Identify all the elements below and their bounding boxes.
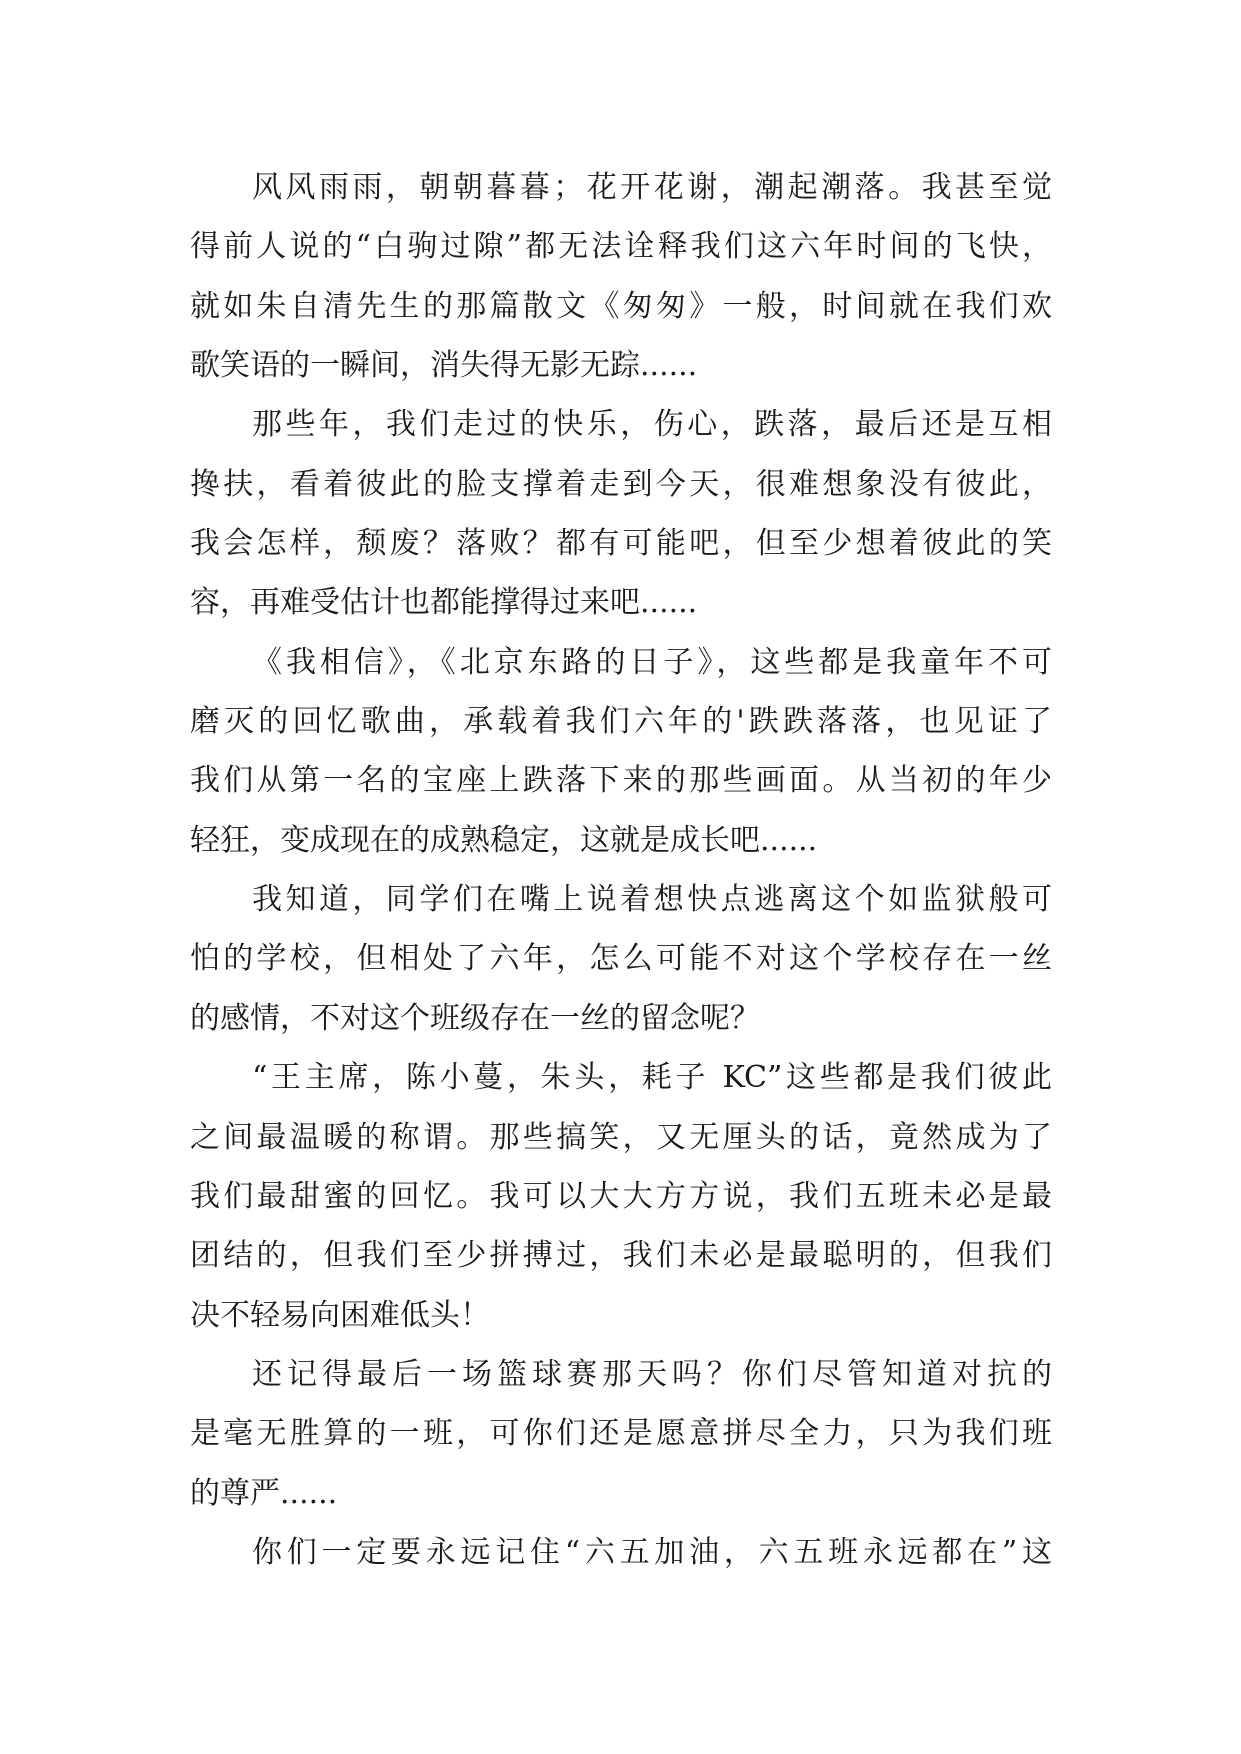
- text-line: 那些年，我们走过的快乐，伤心，跌落，最后还是互相: [252, 407, 1052, 443]
- text-line: 得前人说的“白驹过隙”都无法诠释我们这六年时间的飞快，: [190, 229, 1052, 265]
- text-line: “王主席，陈小蔓，朱头，耗子 KC”这些都是我们彼此: [252, 1060, 1052, 1096]
- text-line: 决不轻易向困难低头！: [190, 1297, 490, 1333]
- text-line: 团结的，但我们至少拼搏过，我们未必是最聪明的，但我们: [190, 1238, 1052, 1274]
- text-line: 还记得最后一场篮球赛那天吗？你们尽管知道对抗的: [252, 1356, 1052, 1392]
- essay-body: [190, 158, 1052, 1582]
- text-line: 之间最温暖的称谓。那些搞笑，又无厘头的话，竟然成为了: [190, 1119, 1052, 1155]
- text-line: 你们一定要永远记住“六五加油，六五班永远都在”这: [252, 1534, 1052, 1570]
- text-line: 是毫无胜算的一班，可你们还是愿意拼尽全力，只为我们班: [190, 1416, 1052, 1452]
- text-line: 我们最甜蜜的回忆。我可以大大方方说，我们五班未必是最: [190, 1178, 1052, 1214]
- text-line: 《我相信》，《北京东路的日子》，这些都是我童年不可: [252, 644, 1052, 680]
- text-line: 歌笑语的一瞬间，消失得无影无踪......: [190, 348, 698, 384]
- text-line: 我们从第一名的宝座上跌落下来的那些画面。从当初的年少: [190, 763, 1052, 799]
- text-line: 的感情，不对这个班级存在一丝的留念呢？: [190, 1000, 760, 1036]
- text-line: 怕的学校，但相处了六年，怎么可能不对这个学校存在一丝: [190, 941, 1052, 977]
- text-line: 轻狂，变成现在的成熟稳定，这就是成长吧......: [190, 822, 818, 858]
- text-line: 风风雨雨，朝朝暮暮；花开花谢，潮起潮落。我甚至觉: [252, 170, 1052, 205]
- text-line: 就如朱自清先生的那篇散文《匆匆》一般，时间就在我们欢: [190, 288, 1052, 324]
- text-line: 容，再难受估计也都能撑得过来吧......: [190, 585, 698, 621]
- text-line: 搀扶，看着彼此的脸支撑着走到今天，很难想象没有彼此，: [190, 466, 1052, 502]
- text-line: 我会怎样，颓废？落败？都有可能吧，但至少想着彼此的笑: [190, 526, 1052, 562]
- text-line: 我知道，同学们在嘴上说着想快点逃离这个如监狱般可: [252, 882, 1052, 918]
- text-line: 的尊严......: [190, 1475, 338, 1511]
- text-line: 磨灭的回忆歌曲，承载着我们六年的'跌跌落落，也见证了: [190, 704, 1052, 740]
